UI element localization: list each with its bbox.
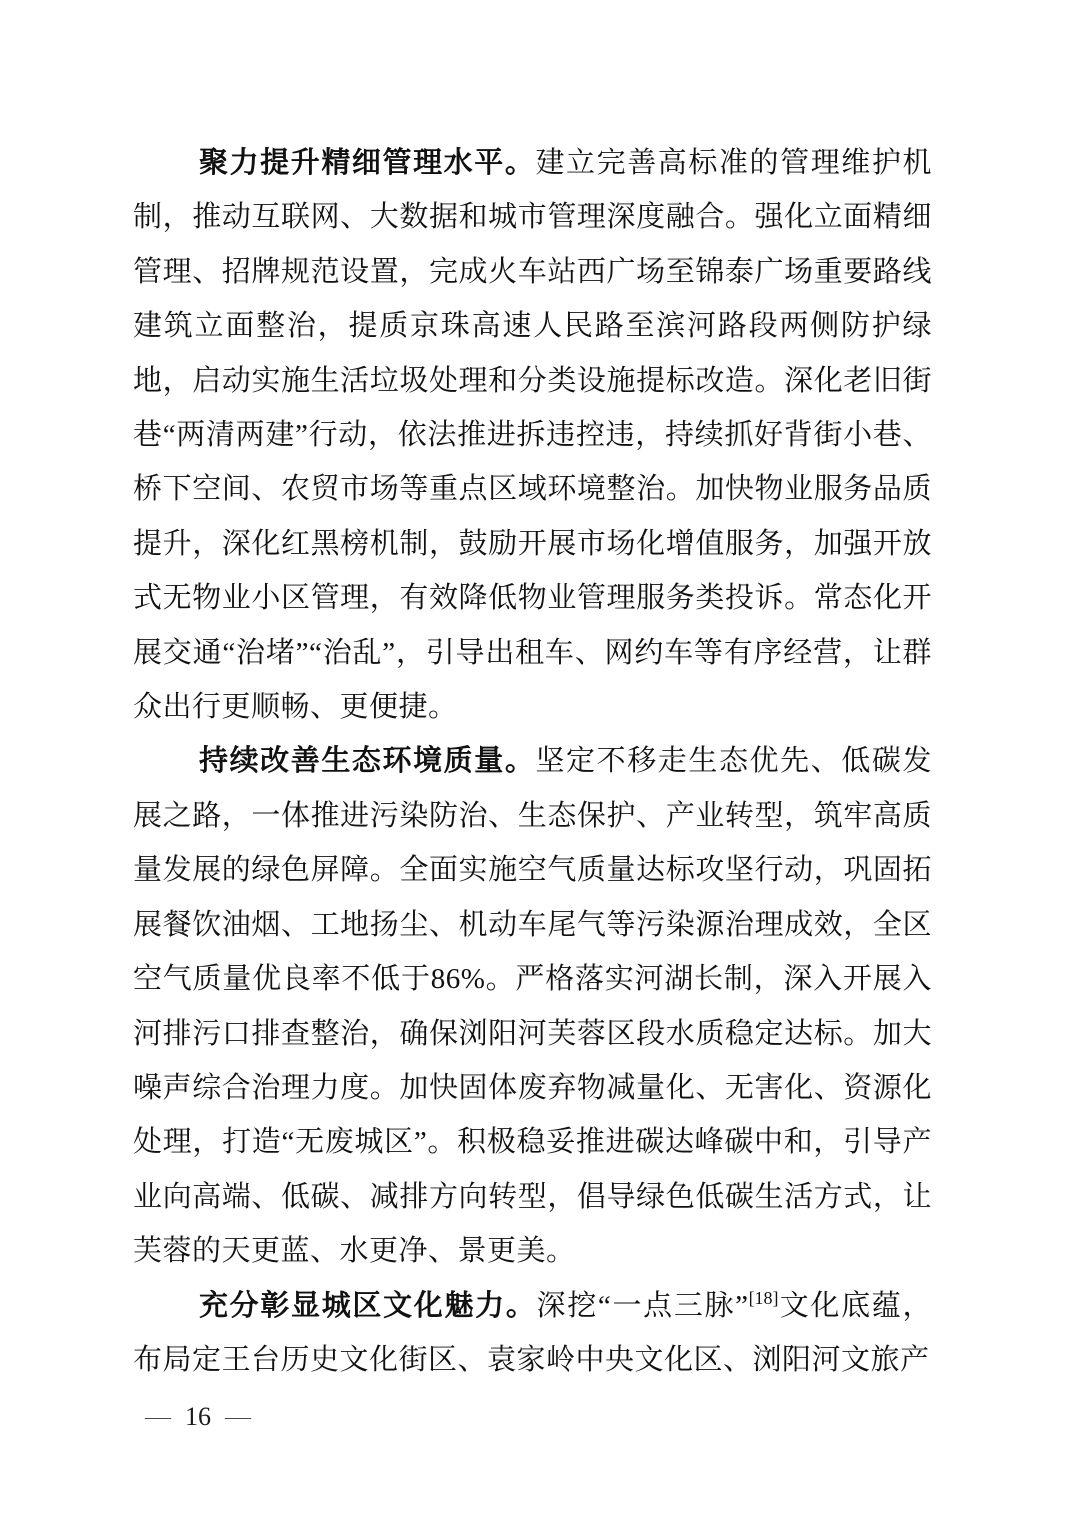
paragraph-heading: 聚力提升精细管理水平。	[199, 147, 536, 179]
paragraph-city-management	[133, 136, 932, 734]
paragraph-heading: 持续改善生态环境质量。	[199, 745, 536, 778]
page-body	[133, 136, 932, 1387]
page-number: 16	[185, 1402, 211, 1431]
paragraph-heading: 充分彰显城区文化魅力。	[199, 1289, 537, 1322]
paragraph-text: 建立完善高标准的管理维护机制，推动互联网、大数据和城市管理深度融合。强化立面精细管理、招牌规范设置，完成火车站西广场至锦泰广场重要路线建筑立面整治，提质京珠高速人民路至滨河路段两侧防护绿地，启动实施生活垃圾处理和分类设施提标改造。深化老旧街巷“两清两建”行动，依法推进拆违控违，持续抓好背街小巷、桥下空间、农贸市场等重点区域环境整治。加快物业服务品质提升，深化红黑榜机制，鼓励开展市场化增值服务，加强开放式无物业小区管理，有效降低物业管理服务类投诉。常态化开展交通“治堵”“治乱”，引导出租车、网约车等有序经营，让群众出行更顺畅、更便捷。	[133, 147, 932, 724]
page-footer	[145, 1402, 251, 1432]
footnote-ref-18: [18]	[748, 1287, 779, 1308]
paragraph-ecology	[133, 734, 932, 1278]
footer-dash-right: —	[225, 1405, 251, 1429]
paragraph-culture	[133, 1279, 932, 1388]
paragraph-text: 坚定不移走生态优先、低碳发展之路，一体推进污染防治、生态保护、产业转型，筑牢高质量发展的绿色屏障。全面实施空气质量达标攻坚行动，巩固拓展餐饮油烟、工地扬尘、机动车尾气等污染源治理成效，全区空气质量优良率不低于86%。严格落实河湖长制，深入开展入河排污口排查整治，确保浏阳河芙蓉区段水质稳定达标。加大噪声综合治理力度。加快固体废弃物减量化、无害化、资源化处理，打造“无废城区”。积极稳妥推进碳达峰碳中和，引导产业向高端、低碳、减排方向转型，倡导绿色低碳生活方式，让芙蓉的天更蓝、水更净、景更美。	[133, 745, 932, 1268]
paragraph-text: 深挖“一点三脉”	[536, 1289, 749, 1322]
footer-dash-left: —	[145, 1405, 171, 1429]
paragraph-text: 文化底蕴，布局定王台历史文化街区、袁家岭中央文化区、浏阳河文旅产	[133, 1289, 932, 1376]
